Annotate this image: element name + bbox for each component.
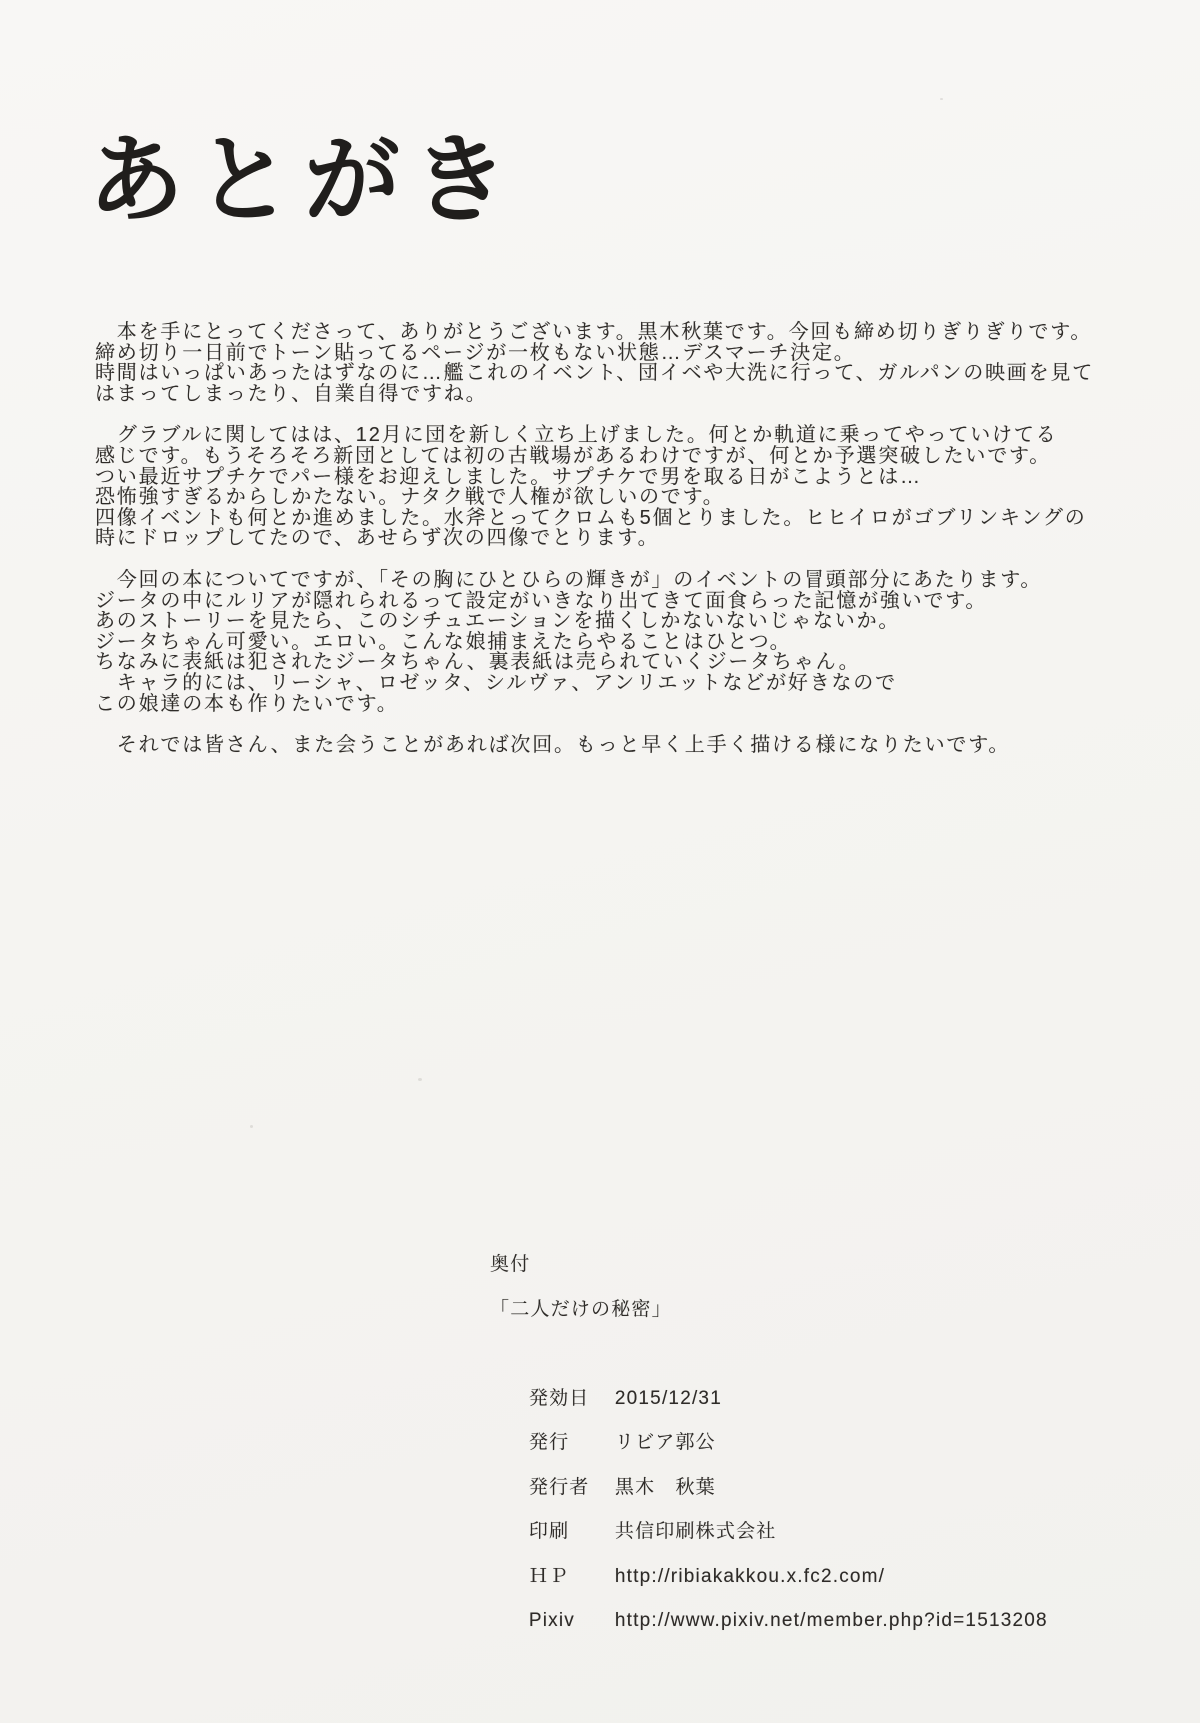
text-line: キャラ的には、リーシャ、ロゼッタ、シルヴァ、アンリエットなどが好きなので xyxy=(95,671,897,694)
text-line: グラブルに関してはは、12月に団を新しく立ち上げました。何とか軌道に乗ってやっていけてる xyxy=(95,424,1058,447)
colophon-book-title: 「二人だけの秘密」 xyxy=(490,1298,672,1320)
colophon xyxy=(490,1243,1048,1631)
colophon-value: 2015/12/31 xyxy=(614,1387,722,1409)
scan-speck xyxy=(418,1078,422,1081)
colophon-label: 印刷 xyxy=(528,1521,570,1542)
text-line: 時にドロップしてたので、あせらず次の四像でとります。 xyxy=(95,527,660,550)
colophon-row-publish-date xyxy=(490,1332,1048,1409)
text-line: つい最近サプチケでパー様をお迎えしました。サプチケで男を取る日がこようとは… xyxy=(95,465,922,488)
text-line: あのストーリーを見たら、このシチュエーションを描くしかないないじゃないか。 xyxy=(95,610,901,633)
text-line: 締め切り一日前でトーン貼ってるページが一枚もない状態…デスマーチ決定。 xyxy=(95,341,856,364)
text-line: 時間はいっぱいあったはずなのに…艦これのイベント、団イベや大洗に行って、ガルパンの映画を見て xyxy=(95,362,1094,385)
text-line: 四像イベントも何とか進めました。水斧とってクロムも5個とりました。ヒヒイロがゴブリンキングの xyxy=(95,506,1087,529)
paragraph-2 xyxy=(95,425,1135,549)
text-line: 本を手にとってくださって、ありがとうございます。黒木秋葉です。今回も締め切りぎりぎりです。 xyxy=(95,321,1093,343)
colophon-label: Pixiv xyxy=(528,1610,575,1631)
paragraph-4 xyxy=(95,735,1135,756)
scan-speck xyxy=(940,98,943,100)
colophon-value: 共信印刷株式会社 xyxy=(614,1521,777,1542)
paragraph-3 xyxy=(95,570,1135,714)
text-line: この娘達の本も作りたいです。 xyxy=(95,692,399,715)
text-line: ちなみに表紙は犯されたジータちゃん、裏表紙は売られていくジータちゃん。 xyxy=(95,651,861,674)
text-line: 恐怖強すぎるからしかたない。ナタク戦で人権が欲しいのです。 xyxy=(95,486,725,509)
colophon-homepage-url: http://ribiakakkou.x.fc2.com/ xyxy=(614,1565,886,1587)
colophon-label: ＨＰ xyxy=(528,1565,570,1587)
afterword-body xyxy=(95,322,1135,777)
paragraph-1 xyxy=(95,322,1135,404)
colophon-label: 発効日 xyxy=(528,1387,590,1409)
text-line: それでは皆さん、また会うことがあれば次回。もっと早く上手く描ける様になりたいです。 xyxy=(95,734,1011,757)
text-line: ジータの中にルリアが隠れられるって設定がいきなり出てきて面食らった記憶が強いです。 xyxy=(95,589,988,612)
scan-speck xyxy=(250,1125,253,1128)
colophon-label: 発行 xyxy=(528,1432,570,1453)
text-line: 今回の本についてですが、「その胸にひとひらの輝きが」のイベントの冒頭部分にあたります。 xyxy=(95,568,1043,591)
colophon-label: 発行者 xyxy=(528,1476,590,1498)
text-line: はまってしまったり、自業自得ですね。 xyxy=(95,382,488,405)
text-line: ジータちゃん可愛い。エロい。こんな娘捕まえたらやることはひとつ。 xyxy=(95,630,792,653)
colophon-value: リビア郭公 xyxy=(614,1432,716,1453)
colophon-heading: 奥付 xyxy=(490,1254,531,1275)
text-line: 感じです。もうそろそろ新団としては初の古戦場があるわけですが、何とか予選突破したいです。 xyxy=(95,444,1051,467)
colophon-value: 黒木 秋葉 xyxy=(614,1476,716,1498)
page-title: あとがき xyxy=(88,123,520,236)
colophon-pixiv-url: http://www.pixiv.net/member.php?id=1513208 xyxy=(614,1610,1048,1631)
